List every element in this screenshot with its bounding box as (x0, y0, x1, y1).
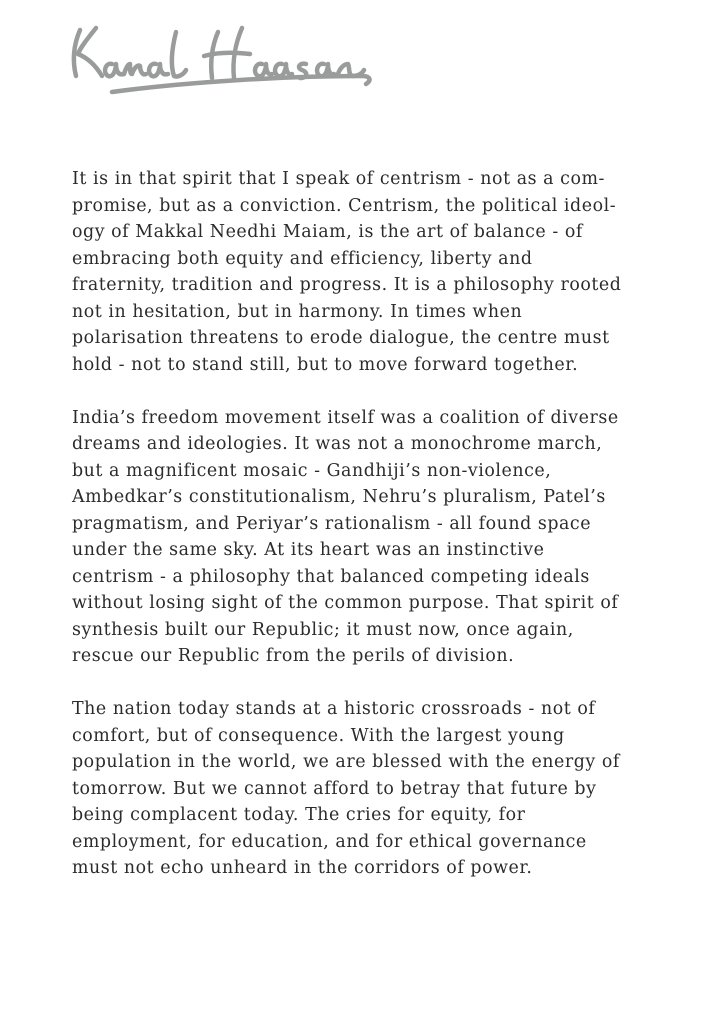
text-line: centrism - a philosophy that balanced competing ideals (72, 566, 590, 587)
text-line: pragmatism, and Periyar’s rationalism - all found space (72, 513, 592, 534)
text-line: dreams and ideologies. It was not a monochrome march, (72, 434, 603, 454)
text-line: synthesis built our Republic; it must now, once again, (72, 619, 574, 640)
text-line: polarisation threatens to erode dialogue, the centre must (72, 328, 610, 348)
text-line: not in hesitation, but in harmony. In times when (72, 301, 523, 322)
text-line: must not echo unheard in the corridors of power. (72, 858, 533, 878)
text-line: without losing sight of the common purpose. That spirit of (72, 593, 619, 613)
text-line: It is in that spirit that I speak of centrism - not as a com- (72, 169, 605, 189)
text-line: under the same sky. At its heart was an instinctive (72, 540, 545, 560)
text-line: fraternity, tradition and progress. It is a philosophy rooted (72, 275, 622, 295)
text-line: comfort, but of consequence. With the largest young (72, 725, 565, 746)
paragraph-centrism (72, 166, 672, 378)
text-line: India’s freedom movement itself was a coalition of diverse (72, 407, 619, 428)
handwritten-signature-image (66, 18, 386, 100)
paragraph-nation-today (72, 696, 672, 882)
letter-body (72, 166, 672, 908)
text-line: being complacent today. The cries for equity, for (72, 805, 526, 825)
text-line: promise, but as a conviction. Centrism, the political ideol- (72, 195, 617, 216)
text-line: rescue our Republic from the perils of division. (72, 646, 515, 666)
text-line: employment, for education, and for ethical governance (72, 831, 587, 852)
text-line: tomorrow. But we cannot afford to betray that future by (72, 778, 597, 799)
text-line: population in the world, we are blessed with the energy of (72, 752, 620, 772)
text-line: embracing both equity and efficiency, liberty and (72, 248, 533, 269)
text-line: Ambedkar’s constitutionalism, Nehru’s pluralism, Patel’s (72, 487, 606, 507)
text-line: The nation today stands at a historic crossroads - not of (72, 699, 596, 719)
text-line: but a magnificent mosaic - Gandhiji’s non-violence, (72, 460, 552, 481)
text-line: ogy of Makkal Needhi Maiam, is the art of balance - of (72, 222, 583, 242)
paragraph-freedom-movement (72, 405, 672, 670)
text-line: hold - not to stand still, but to move forward together. (72, 354, 579, 375)
signature (66, 18, 386, 100)
